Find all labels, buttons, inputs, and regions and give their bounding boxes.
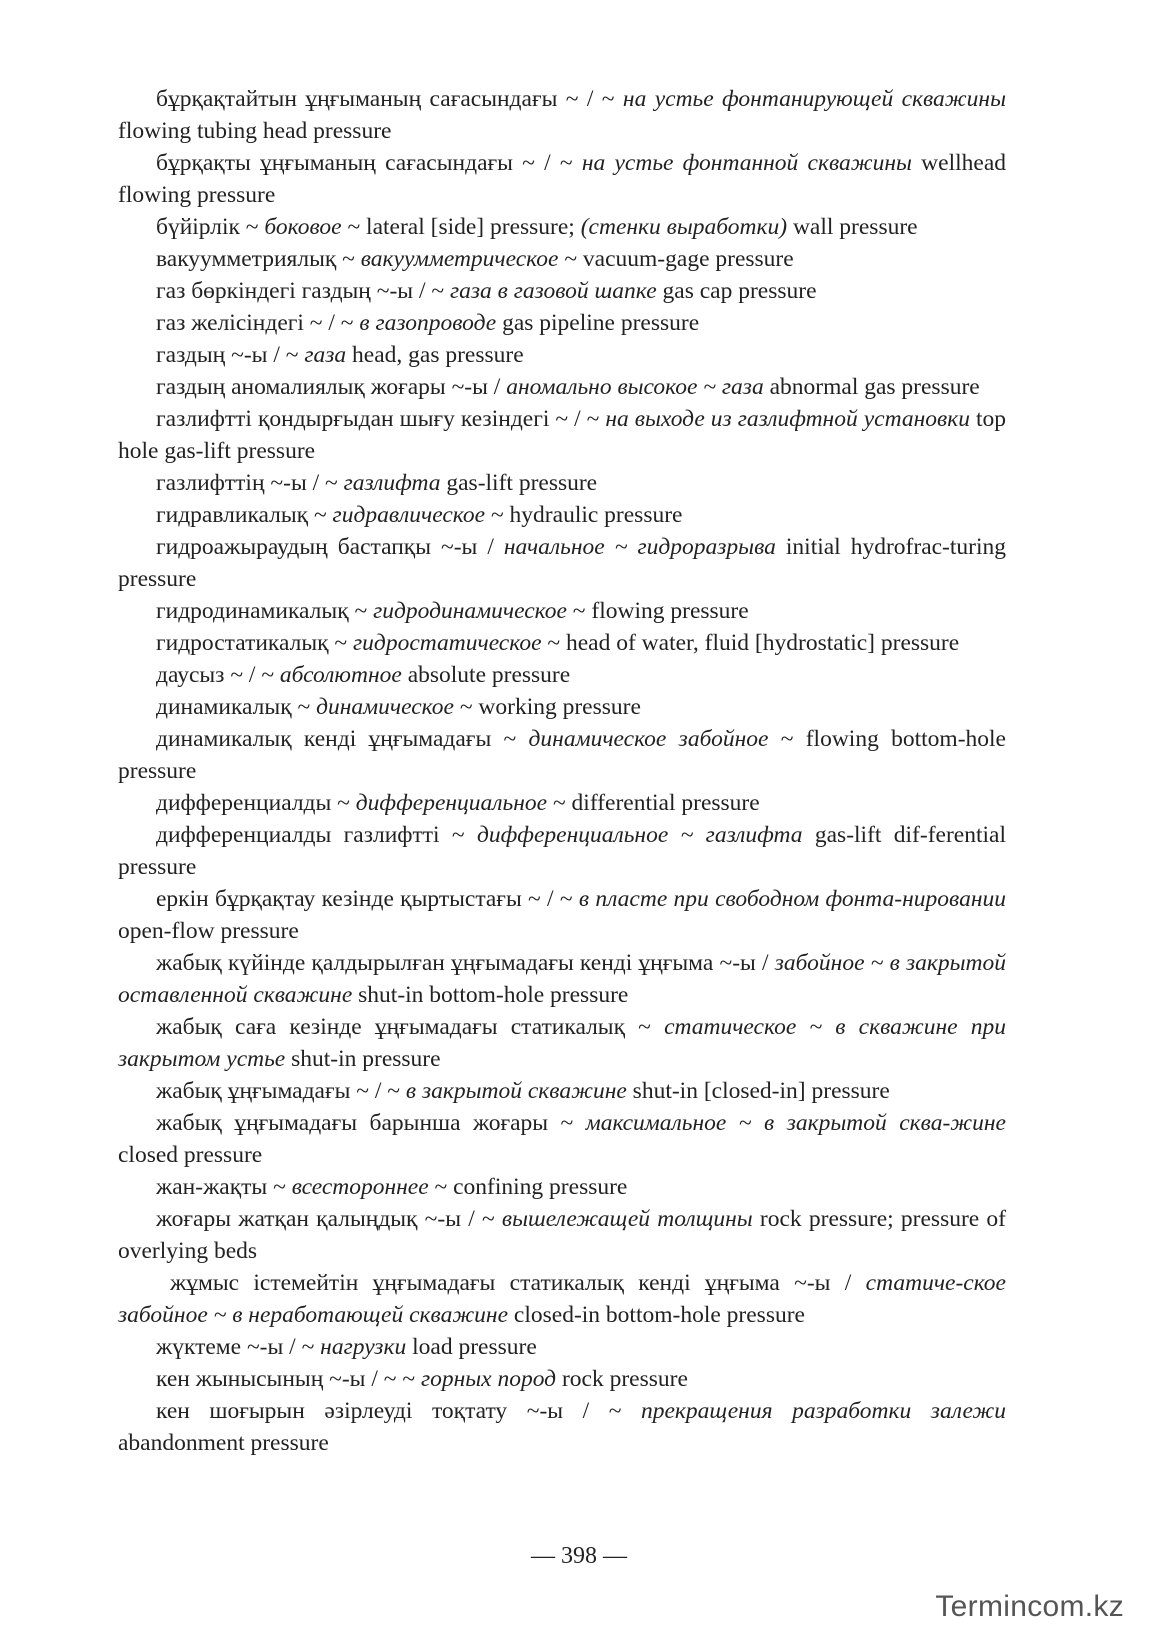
- term-russian: абсолютное: [279, 662, 402, 688]
- term-kazakh: динамикалық кенді ұңғымадағы ~: [156, 726, 529, 752]
- term-russian: динамическое забойное: [528, 726, 769, 752]
- dictionary-entry: [118, 1267, 1006, 1331]
- dictionary-entry: [118, 1107, 1006, 1171]
- term-russian: дифференциальное: [355, 790, 548, 816]
- term-kazakh: жүктеме ~-ы / ~: [156, 1334, 321, 1360]
- term-russian: дифференциальное ~ газлифта: [476, 822, 803, 848]
- term-english: rock pressure: [556, 1366, 688, 1392]
- term-kazakh: дифференциалды ~: [156, 790, 356, 816]
- term-russian: динамическое: [316, 694, 454, 720]
- term-russian: в газопроводе: [359, 310, 497, 336]
- term-english: absolute pressure: [401, 662, 571, 688]
- term-russian: нагрузки: [320, 1334, 407, 1360]
- term-english: gas-lift pressure: [440, 470, 598, 496]
- term-kazakh: газдың аномалиялық жоғары ~-ы /: [156, 374, 507, 400]
- dictionary-entry: [118, 659, 1006, 691]
- term-english: shut-in bottom-hole pressure: [352, 982, 629, 1008]
- term-russian: прекращения разработки залежи: [641, 1398, 1006, 1424]
- dictionary-entry: [118, 1203, 1006, 1267]
- dictionary-entry: [118, 1075, 1006, 1107]
- term-russian: в пласте при свободном фонта-нировании: [578, 886, 1006, 912]
- term-english: abnormal gas pressure: [763, 374, 980, 400]
- dictionary-entry: [118, 307, 1006, 339]
- term-english: closed pressure: [118, 1142, 263, 1168]
- term-russian: вышележащей толщины: [501, 1206, 753, 1232]
- term-english: ~ confining pressure: [428, 1174, 628, 1200]
- dictionary-entry: [118, 1331, 1006, 1363]
- dictionary-entry: [118, 467, 1006, 499]
- dictionary-entry: [118, 403, 1006, 467]
- term-kazakh: газлифттің ~-ы / ~: [156, 470, 344, 496]
- term-english: open-flow pressure: [118, 918, 299, 944]
- term-russian: всестороннее: [291, 1174, 429, 1200]
- term-russian: статическое ~ в скважине при закрытом устье: [118, 1014, 1006, 1072]
- dictionary-entry: [118, 691, 1006, 723]
- term-kazakh: газ желісіндегі ~ / ~: [156, 310, 360, 336]
- term-russian: на выходе из газлифтной установки: [605, 406, 970, 432]
- dictionary-entry: [118, 883, 1006, 947]
- dictionary-entries: [118, 83, 1006, 1459]
- term-english: load pressure: [406, 1334, 537, 1360]
- dictionary-entry: [118, 1011, 1006, 1075]
- term-english: wellhead flowing pressure: [118, 150, 1006, 208]
- term-russian: газа: [304, 342, 347, 368]
- term-english: gas cap pressure: [656, 278, 817, 304]
- term-english: ~ flowing pressure: [566, 598, 749, 624]
- term-kazakh: дифференциалды газлифтті ~: [156, 822, 477, 848]
- term-kazakh: гидроажыраудың бастапқы ~-ы /: [156, 534, 504, 560]
- dictionary-entry: [118, 211, 1006, 243]
- term-kazakh: жан-жақты ~: [156, 1174, 292, 1200]
- term-english: ~ lateral [side] pressure;: [341, 214, 581, 240]
- term-russian: гидродинамическое: [373, 598, 567, 624]
- term-english: head, gas pressure: [346, 342, 524, 368]
- term-english: ~ head of water, fluid [hydrostatic] pressure: [541, 630, 960, 656]
- term-english: shut-in pressure: [285, 1046, 441, 1072]
- term-russian: на устье фонтанной скважины: [581, 150, 912, 176]
- dictionary-entry: [118, 595, 1006, 627]
- term-english: flowing tubing head pressure: [118, 118, 392, 144]
- dictionary-entry: [118, 787, 1006, 819]
- term-russian: газа в газовой шапке: [449, 278, 657, 304]
- term-english: shut-in [closed-in] pressure: [626, 1078, 890, 1104]
- page-number: — 398 —: [531, 1543, 627, 1569]
- term-english: initial hydrofrac-turing pressure: [118, 534, 1007, 592]
- term-kazakh: газ бөркіндегі газдың ~-ы / ~: [156, 278, 450, 304]
- term-kazakh: жабық күйінде қалдырылған ұңғымадағы кенді ұңғыма ~-ы /: [156, 950, 775, 976]
- term-english: gas pipeline pressure: [496, 310, 700, 336]
- term-english: ~ working pressure: [453, 694, 641, 720]
- dictionary-entry: [118, 627, 1006, 659]
- term-russian: максимальное ~ в закрытой сква-жине: [585, 1110, 1006, 1136]
- term-kazakh: бұрқақтайтын ұңғыманың сағасындағы ~ / ~: [156, 86, 623, 112]
- term-russian: горных пород: [420, 1366, 557, 1392]
- term-english: gas-lift dif-ferential pressure: [118, 822, 1006, 880]
- term-russian: статиче-ское забойное ~ в неработающей скважине: [118, 1270, 1006, 1328]
- term-kazakh: еркін бұрқақтау кезінде қыртыстағы ~ / ~: [156, 886, 579, 912]
- term-russian-note: (стенки выработки): [580, 214, 788, 240]
- term-english: closed-in bottom-hole pressure: [508, 1302, 805, 1328]
- dictionary-entry: [118, 1363, 1006, 1395]
- termincom-logo[interactable]: [935, 1587, 1124, 1627]
- dictionary-entry: [118, 531, 1006, 595]
- term-kazakh: жабық ұңғымадағы барынша жоғары ~: [156, 1110, 586, 1136]
- term-english: ~ differential pressure: [547, 790, 760, 816]
- term-kazakh: гидростатикалық ~: [156, 630, 354, 656]
- term-english: ~ flowing bottom-hole pressure: [118, 726, 1006, 784]
- term-kazakh: жабық саға кезінде ұңғымадағы статикалық ~: [156, 1014, 665, 1040]
- term-russian: аномально высокое ~ газа: [506, 374, 764, 400]
- term-english: abandonment pressure: [118, 1430, 329, 1456]
- term-kazakh: жұмыс істемейтін ұңғымадағы статикалық кенді ұңғыма ~-ы /: [170, 1270, 866, 1296]
- dictionary-entry: [118, 499, 1006, 531]
- term-kazakh: даусыз ~ / ~: [156, 662, 280, 688]
- term-kazakh: гидравликалық ~: [156, 502, 333, 528]
- term-kazakh: жоғары жатқан қалыңдық ~-ы / ~: [156, 1206, 502, 1232]
- dictionary-entry: [118, 1171, 1006, 1203]
- term-russian: в закрытой скважине: [405, 1078, 627, 1104]
- dictionary-entry: [118, 275, 1006, 307]
- term-english-extra: wall pressure: [787, 214, 918, 240]
- term-kazakh: газдың ~-ы / ~: [156, 342, 305, 368]
- term-kazakh: жабық ұңғымадағы ~ / ~: [156, 1078, 406, 1104]
- dictionary-entry: [118, 339, 1006, 371]
- term-russian: газлифта: [343, 470, 441, 496]
- dictionary-entry: [118, 723, 1006, 787]
- term-kazakh: кен жынысының ~-ы / ~ ~: [156, 1366, 421, 1392]
- term-russian: на устье фонтанирующей скважины: [622, 86, 1006, 112]
- dictionary-entry: [118, 819, 1006, 883]
- dictionary-entry: [118, 371, 1006, 403]
- term-russian: вакуумметрическое: [360, 246, 559, 272]
- dictionary-entry: [118, 1395, 1006, 1459]
- term-kazakh: бүйірлік ~: [156, 214, 265, 240]
- term-english: ~ hydraulic pressure: [485, 502, 683, 528]
- dictionary-entry: [118, 947, 1006, 1011]
- dictionary-entry: [118, 243, 1006, 275]
- term-russian: гидростатическое: [353, 630, 542, 656]
- term-kazakh: вакуумметриялық ~: [156, 246, 361, 272]
- term-kazakh: бұрқақты ұңғыманың сағасындағы ~ / ~: [156, 150, 582, 176]
- term-english: ~ vacuum-gage pressure: [558, 246, 794, 272]
- dictionary-entry: [118, 83, 1006, 147]
- term-russian: гидравлическое: [332, 502, 486, 528]
- term-russian: забойное ~ в закрытой оставленной скважине: [118, 950, 1006, 1008]
- term-kazakh: динамикалық ~: [156, 694, 317, 720]
- dictionary-entry: [118, 147, 1006, 211]
- term-kazakh: кен шоғырын әзірлеуді тоқтату ~-ы / ~: [156, 1398, 641, 1424]
- term-kazakh: газлифтті қондырғыдан шығу кезіндегі ~ / ~: [156, 406, 606, 432]
- term-russian: боковое: [264, 214, 342, 240]
- term-english: top hole gas-lift pressure: [118, 406, 1006, 464]
- term-kazakh: гидродинамикалық ~: [156, 598, 374, 624]
- logo-text: Termincom.kz: [935, 1590, 1124, 1623]
- term-russian: начальное ~ гидроразрыва: [503, 534, 776, 560]
- term-english: rock pressure; pressure of overlying beds: [118, 1206, 1006, 1264]
